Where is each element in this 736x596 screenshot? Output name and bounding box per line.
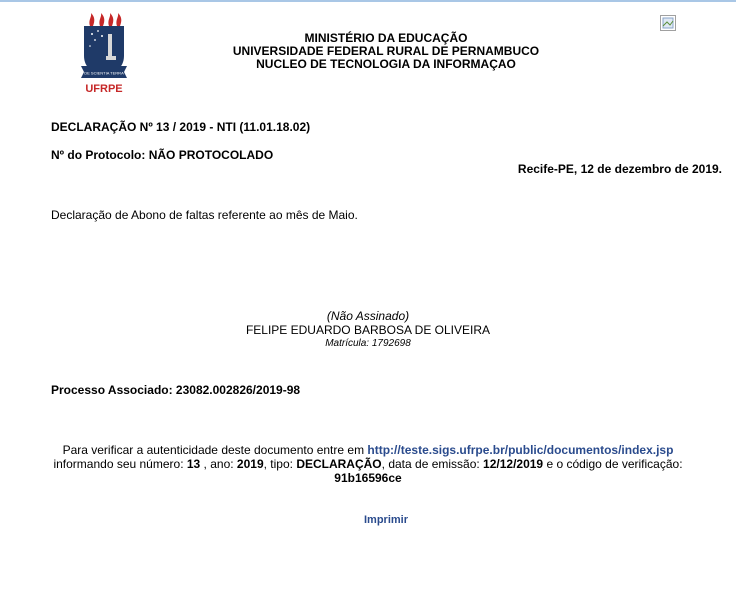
verify-data: 12/12/2019 (483, 457, 544, 471)
declaration-body: Declaração de Abono de faltas referente ao mês de Maio. (51, 208, 358, 222)
verification-code: 91b16596ce (334, 471, 402, 485)
place-date: Recife-PE, 12 de dezembro de 2019. (517, 162, 722, 176)
print-button[interactable]: Imprimir (363, 514, 408, 526)
ufrpe-logo (78, 12, 130, 96)
protocol-number: Nº do Protocolo: NÃO PROTOCOLADO (51, 148, 274, 162)
verification-link[interactable]: http://teste.sigs.ufrpe.br/public/documentos/index.jsp (367, 443, 674, 457)
associated-process: Processo Associado: 23082.002826/2019-98 (51, 383, 301, 397)
signature-status: (Não Assinado) (326, 309, 410, 323)
header-department: NUCLEO DE TECNOLOGIA DA INFORMAÇAO (256, 57, 516, 71)
verification-notice (0, 443, 736, 485)
header-university: UNIVERSIDADE FEDERAL RURAL DE PERNAMBUCO (232, 44, 540, 58)
verify-text-1: informando seu número: (53, 457, 187, 471)
top-border (0, 0, 736, 2)
verify-intro: Para verificar a autenticidade deste documento entre em (62, 443, 368, 457)
logo-wordmark: UFRPE (85, 83, 123, 95)
signer-name: FELIPE EDUARDO BARBOSA DE OLIVEIRA (245, 323, 491, 337)
verify-text-4: , data de emissão: (381, 457, 484, 471)
verify-text-5: e o código de verificação: (543, 457, 683, 471)
declaration-title: DECLARAÇÃO Nº 13 / 2019 - NTI (11.01.18.02) (51, 120, 311, 134)
institution-header (200, 32, 572, 71)
header-ministry: MINISTÉRIO DA EDUCAÇÃO (304, 31, 468, 45)
verify-text-3: , tipo: (263, 457, 297, 471)
verify-text-2: , ano: (200, 457, 237, 471)
logo-ribbon-text: DE SCIENTIA TERRA (84, 70, 124, 76)
verify-ano: 2019 (236, 457, 264, 471)
verify-numero: 13 (186, 457, 201, 471)
verify-tipo: DECLARAÇÃO (296, 457, 382, 471)
signer-matricula: Matrícula: 1792698 (325, 338, 411, 349)
broken-image-icon (660, 15, 676, 31)
